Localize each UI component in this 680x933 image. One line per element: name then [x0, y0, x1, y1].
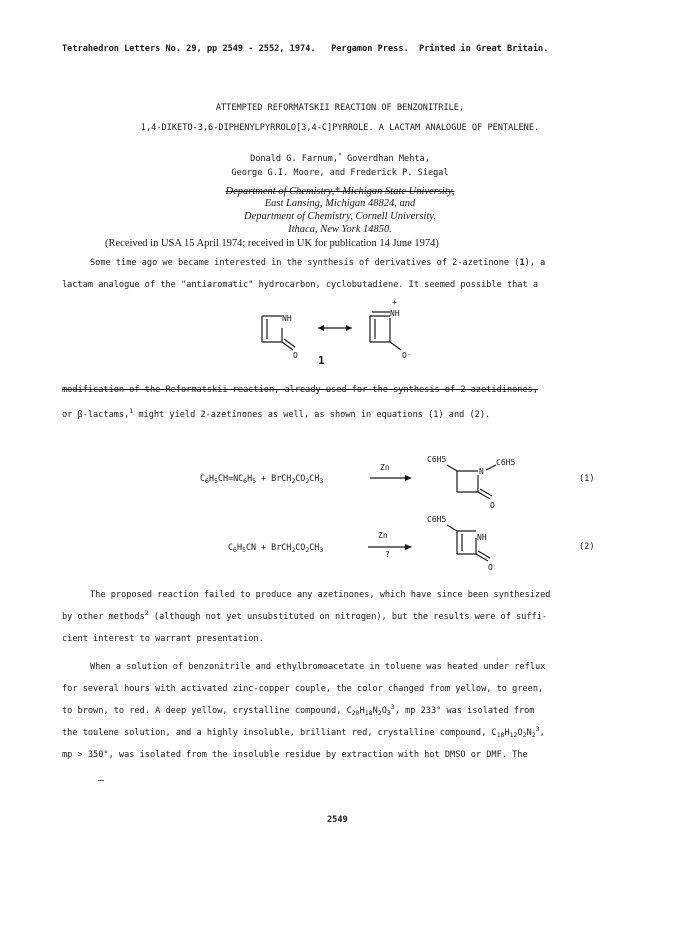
eq1-number: (1) — [579, 474, 595, 484]
azetinone-structure-left — [262, 314, 298, 360]
eq2-product-nh: NH — [477, 533, 487, 542]
eq1-product-oxygen: O — [490, 501, 495, 510]
affiliation-line-2: East Lansing, Michigan 48824, and — [264, 198, 416, 209]
azetinone-structure-right — [370, 298, 412, 360]
title-line-2: 1,4-DIKETO-3,6-DIPHENYLPYRROLO[3,4-C]PYRROLE. A LACTAM ANALOGUE OF PENTALENE. — [140, 123, 540, 133]
eq2-product-structure — [427, 515, 493, 572]
eq2-reagent: Zn — [378, 531, 388, 540]
plus-charge: + — [392, 298, 397, 307]
structure-1-scheme — [0, 292, 680, 392]
paragraph-4-line-3: to brown, to red. A deep yellow, crystalline compound, $C_{20}H_{18}N_2O_3^3$, mp 233° was isolated from — [62, 703, 535, 717]
eq2-number: (2) — [579, 542, 595, 552]
affiliation-line-4: Ithaca, New York 14850. — [288, 224, 392, 235]
printed-note: Printed in Great Britain. — [419, 44, 549, 54]
eq2-arrow — [368, 531, 412, 559]
title-line-1: ATTEMPTED REFORMATSKII REACTION OF BENZONITRILE, — [215, 103, 465, 113]
paragraph-4-line-5: mp > 350°, was isolated from the insoluble residue by extraction with hot DMSO or DMF. The — [62, 750, 528, 760]
eq2-product-phenyl: C6H5 — [427, 515, 447, 524]
authors-line-2: George G.I. Moore, and Frederick P. Siegal — [231, 168, 449, 178]
resonance-arrow — [318, 325, 352, 331]
paragraph-4-line-4: the toulene solution, and a highly insoluble, brilliant red, crystalline compound, $C_{18}H_{12}O_2N_2^3$, — [62, 725, 545, 739]
oxygen-label-left: O — [293, 351, 298, 360]
eq1-product-structure — [427, 455, 515, 510]
eq1-reagent: Zn — [380, 463, 390, 472]
paragraph-3-line-3: cient interest to warrant presentation. — [62, 634, 264, 644]
nh-label-left: NH — [282, 314, 292, 323]
eq1-arrow — [370, 463, 412, 481]
received-line: (Received in USA 15 April 1974; received in UK for publication 14 June 1974) — [105, 238, 439, 249]
paragraph-4-line-2: for several hours with activated zinc-copper couple, the color changed from yellow, to green, — [62, 684, 544, 694]
eq2-reagent-question: ? — [385, 550, 390, 559]
paragraph-3-line-1: The proposed reaction failed to produce any azetinones, which have since been synthesized — [90, 590, 551, 600]
journal-citation: Tetrahedron Letters No. 29, pp 2549 - 2552, 1974. — [62, 44, 316, 54]
oxide-label-right: O⁻ — [402, 351, 412, 360]
eq2-product-oxygen: O — [488, 563, 493, 572]
running-header — [62, 44, 548, 55]
eq1-product-nitrogen: N — [479, 467, 484, 476]
eq2-graphic — [0, 510, 680, 590]
footnote-mark — [98, 780, 104, 781]
paragraph-1-line-1: Some time ago we became interested in the synthesis of derivatives of 2-azetinone (1), a — [90, 258, 546, 268]
eq2-reactants: $C_6H_5CN$ + $BrCH_2CO_2CH_3$ — [228, 542, 324, 554]
paragraph-2-line-1: modification of the Reformatskii reaction, already used for the synthesis of 2-azetidinones, — [62, 385, 538, 395]
eq1-product-phenyl-2: C6H5 — [496, 458, 516, 467]
eq1-reactants: $C_6H_5CH=NC_6H_5$ + $BrCH_2CO_2CH_3$ — [200, 473, 324, 485]
nh-label-right: NH — [390, 309, 400, 318]
paragraph-4-line-1: When a solution of benzonitrile and ethylbromoacetate in toluene was heated under reflux — [90, 662, 546, 672]
authors-line-1: Donald G. Farnum,* Goverdhan Mehta, — [250, 151, 430, 164]
paragraph-3-line-2: by other methods$^2$ (although not yet unsubstituted on nitrogen), but the results were of suffi- — [62, 609, 548, 622]
page-number: 2549 — [327, 815, 348, 825]
paragraph-1-line-2: lactam analogue of the "antiaromatic" hydrocarbon, cyclobutadiene. It seemed possible that a — [62, 280, 538, 290]
eq1-product-phenyl-1: C6H5 — [427, 455, 447, 464]
compound-label-1: 1 — [318, 354, 325, 367]
publisher: Pergamon Press. — [331, 44, 409, 54]
affiliation-line-1: Department of Chemistry,* Michigan State University, — [225, 186, 455, 197]
affiliation-line-3: Department of Chemistry, Cornell University, — [244, 211, 436, 222]
paragraph-2-line-2: or β-lactams,$^1$ might yield 2-azetinones as well, as shown in equations (1) and (2). — [62, 407, 491, 420]
